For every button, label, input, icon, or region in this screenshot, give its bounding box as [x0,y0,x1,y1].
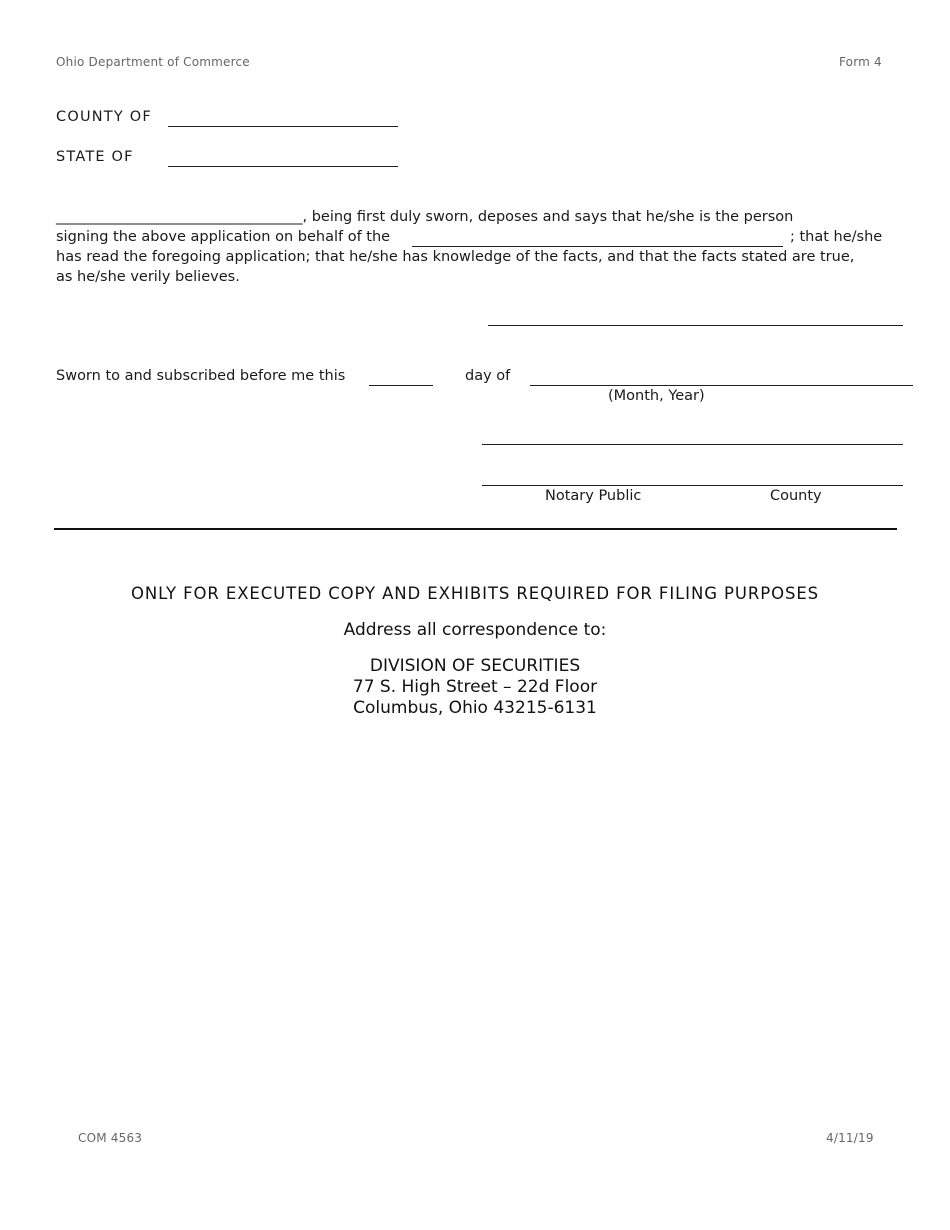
address-line-3: Columbus, Ohio 43215-6131 [353,698,597,718]
department-name: Ohio Department of Commerce [56,55,250,69]
mailing-address [0,656,950,719]
address-intro: Address all correspondence to: [343,620,607,640]
affiant-signature-line[interactable] [488,325,903,326]
sworn-text: Sworn to and subscribed before me this [56,368,346,384]
state-field[interactable] [168,166,398,167]
affidavit-line-1-text: , being first duly sworn, deposes and says that he/she is the person [302,209,794,225]
affidavit-line-3-text: has read the foregoing application; that he/she has knowledge of the facts, and that the facts stated are true, [56,249,855,265]
day-field[interactable] [369,385,433,386]
affidavit-line-1 [56,207,793,227]
state-label: STATE OF [56,149,134,165]
affiant-name-blank[interactable]: __________________________________ [56,209,303,225]
form-code: COM 4563 [78,1131,143,1145]
affidavit-line-4-text: as he/she verily believes. [56,269,240,285]
day-of-text: day of [465,368,511,384]
affidavit-line-2-after: ; that he/she [790,229,883,245]
county-field[interactable] [168,126,398,127]
address-line-2: 77 S. High Street – 22d Floor [352,677,598,697]
form-number: Form 4 [839,55,882,69]
county-label: COUNTY OF [56,109,152,125]
address-line-1: DIVISION OF SECURITIES [369,656,581,676]
filing-notice: ONLY FOR EXECUTED COPY AND EXHIBITS REQUIRED FOR FILING PURPOSES [130,584,820,603]
month-year-field[interactable] [530,385,913,386]
revision-date: 4/11/19 [826,1131,874,1145]
month-year-caption: (Month, Year) [608,388,705,404]
notary-public-label: Notary Public [545,488,642,504]
notary-signature-line[interactable] [482,444,903,445]
affidavit-line-2-text: signing the above application on behalf of the [56,229,391,245]
notary-county-label: County [770,488,822,504]
section-divider [54,528,897,530]
